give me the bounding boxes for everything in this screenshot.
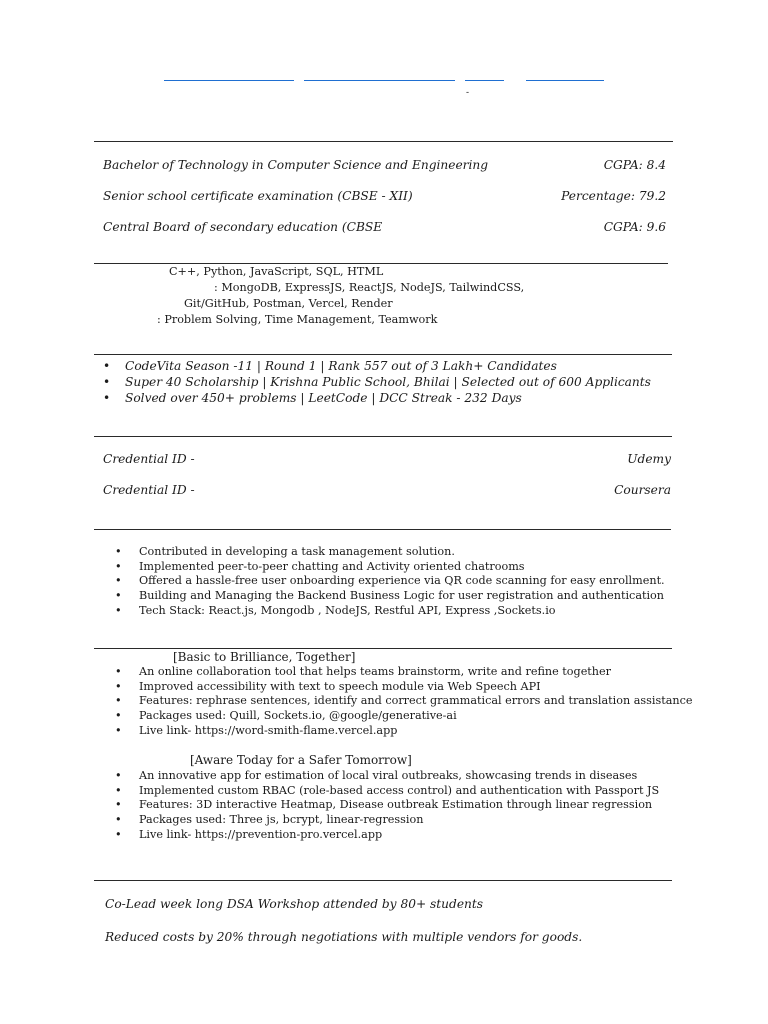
project-bullet: • Implemented custom RBAC (role-based access control) and authentication with Passport JS xyxy=(139,784,659,799)
project-live-link[interactable]: • Live link- https://prevention-pro.vercel.app xyxy=(139,828,659,843)
contact-link-1[interactable] xyxy=(164,80,294,81)
education-degree: Senior school certificate examination (CBSE - XII) xyxy=(103,189,413,203)
certification-issuer: Coursera xyxy=(614,483,671,497)
experience-item: • Tech Stack: React.js, Mongodb , NodeJS, Restful API, Express ,Sockets.io xyxy=(139,604,665,619)
project-bullet: • Features: rephrase sentences, identify and correct grammatical errors and translation assistance xyxy=(139,694,692,709)
project-bullets xyxy=(139,769,659,842)
project-tagline: [Basic to Brilliance, Together] xyxy=(173,650,356,664)
skills-divider xyxy=(94,263,668,264)
extracurricular-item: Reduced costs by 20% through negotiations with multiple vendors for goods. xyxy=(105,930,583,944)
project-bullets xyxy=(139,665,692,738)
achievements-list xyxy=(125,358,651,406)
project-bullet: • Packages used: Three js, bcrypt, linear-regression xyxy=(139,813,659,828)
skills-frameworks: : MongoDB, ExpressJS, ReactJS, NodeJS, TailwindCSS, xyxy=(214,281,525,294)
education-score: Percentage: 79.2 xyxy=(561,189,666,203)
project-bullet: • Packages used: Quill, Sockets.io, @google/generative-ai xyxy=(139,709,692,724)
achievement-item: • CodeVita Season -11 | Round 1 | Rank 557 out of 3 Lakh+ Candidates xyxy=(125,358,651,374)
project-tagline: [Aware Today for a Safer Tomorrow] xyxy=(190,753,412,767)
experience-list xyxy=(139,545,665,618)
project-live-link[interactable]: • Live link- https://word-smith-flame.vercel.app xyxy=(139,724,692,739)
experience-item: • Contributed in developing a task management solution. xyxy=(139,545,665,560)
education-divider xyxy=(94,141,673,142)
header-separator: - xyxy=(466,88,470,98)
skills-tools: Git/GitHub, Postman, Vercel, Render xyxy=(184,297,393,310)
experience-item: • Building and Managing the Backend Business Logic for user registration and authentication xyxy=(139,589,665,604)
education-score: CGPA: 9.6 xyxy=(603,220,666,234)
projects-divider xyxy=(94,648,672,649)
credential-label: Credential ID - xyxy=(103,452,195,466)
education-degree: Bachelor of Technology in Computer Science and Engineering xyxy=(103,158,489,172)
contact-link-3[interactable] xyxy=(465,80,504,81)
achievement-item: • Solved over 450+ problems | LeetCode | DCC Streak - 232 Days xyxy=(125,390,651,406)
skills-soft: : Problem Solving, Time Management, Teamwork xyxy=(157,313,438,326)
education-score: CGPA: 8.4 xyxy=(603,158,666,172)
project-bullet: • An online collaboration tool that helps teams brainstorm, write and refine together xyxy=(139,665,692,680)
experience-item: • Implemented peer-to-peer chatting and Activity oriented chatrooms xyxy=(139,560,665,575)
contact-link-2[interactable] xyxy=(304,80,455,81)
education-degree: Central Board of secondary education (CBSE xyxy=(103,220,383,234)
extracurricular-item: Co-Lead week long DSA Workshop attended by 80+ students xyxy=(105,897,484,911)
project-bullet: • Features: 3D interactive Heatmap, Disease outbreak Estimation through linear regression xyxy=(139,798,659,813)
certifications-divider xyxy=(94,436,672,437)
contact-link-4[interactable] xyxy=(526,80,604,81)
project-bullet: • An innovative app for estimation of local viral outbreaks, showcasing trends in diseases xyxy=(139,769,659,784)
achievement-item: • Super 40 Scholarship | Krishna Public School, Bhilai | Selected out of 600 Applicants xyxy=(125,374,651,390)
project-bullet: • Improved accessibility with text to speech module via Web Speech API xyxy=(139,680,692,695)
certification-issuer: Udemy xyxy=(627,452,671,466)
experience-divider xyxy=(94,529,671,530)
credential-label: Credential ID - xyxy=(103,483,195,497)
extracurricular-divider xyxy=(94,880,672,881)
achievements-divider xyxy=(94,354,672,355)
skills-languages: C++, Python, JavaScript, SQL, HTML xyxy=(169,265,384,278)
experience-item: • Offered a hassle-free user onboarding experience via QR code scanning for easy enrollment. xyxy=(139,574,665,589)
